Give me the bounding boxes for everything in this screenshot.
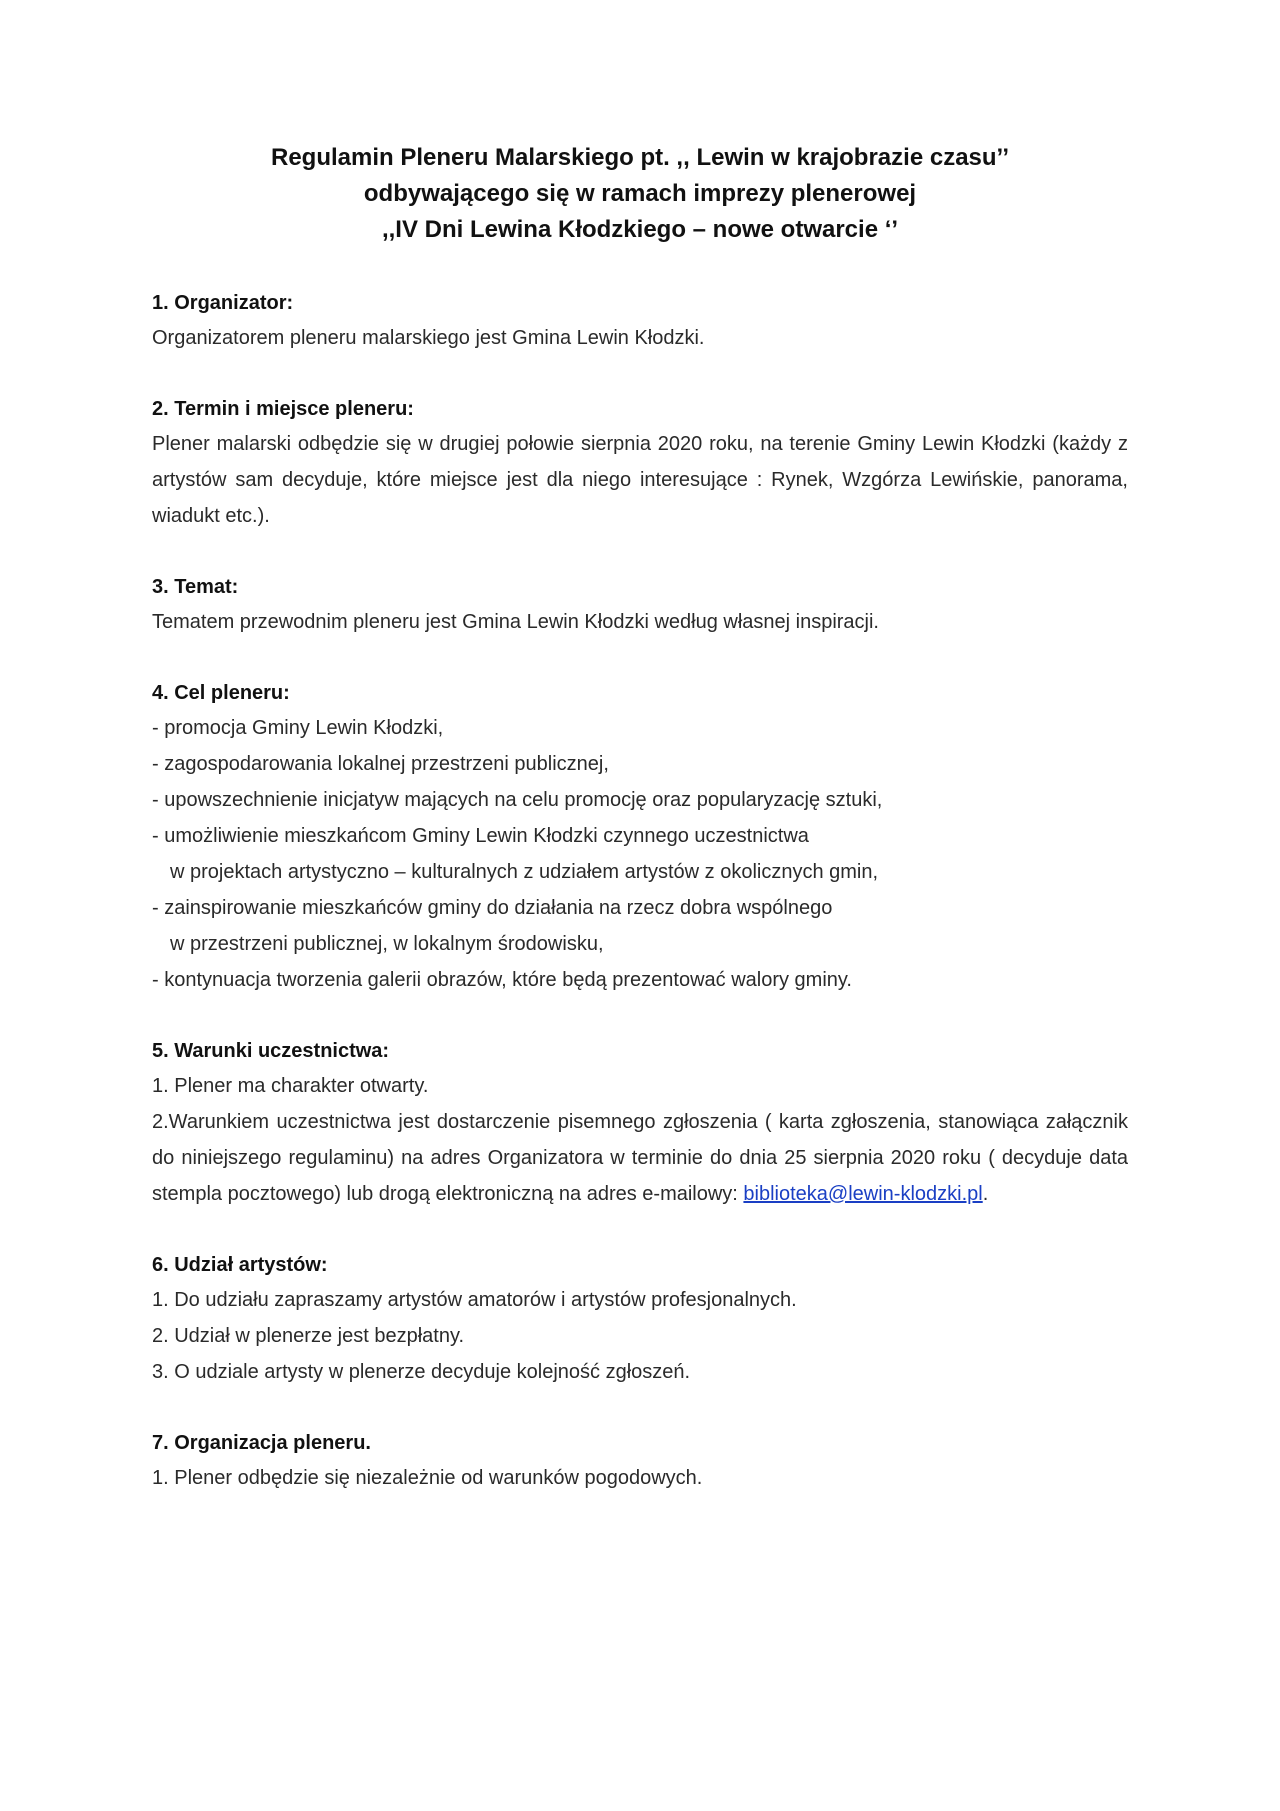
- list-item: 1. Do udziału zapraszamy artystów amatorów i artystów profesjonalnych.: [152, 1289, 797, 1311]
- section-participation: [152, 1034, 1128, 1212]
- section-heading: 7. Organizacja pleneru.: [152, 1432, 371, 1454]
- section-heading: 6. Udział artystów:: [152, 1254, 328, 1276]
- section-goals: [152, 676, 1128, 998]
- title-line-2: odbywającego się w ramach imprezy plenerowej: [363, 180, 917, 207]
- document-title: [152, 140, 1128, 248]
- list-item: 2. Udział w plenerze jest bezpłatny.: [152, 1325, 465, 1347]
- list-item: - zainspirowanie mieszkańców gminy do działania na rzecz dobra wspólnego: [152, 897, 833, 919]
- section-text: Plener malarski odbędzie się w drugiej połowie sierpnia 2020 roku, na terenie Gminy Lewin Kłodzki (każdy z artystów sam decyduje, które miejsce jest dla niego interesujące : Rynek, Wzgórza Lewińskie, panorama, wiadukt etc.).: [152, 433, 1128, 527]
- section-heading: 3. Temat:: [152, 576, 239, 598]
- section-text: Tematem przewodnim pleneru jest Gmina Lewin Kłodzki według własnej inspiracji.: [152, 611, 879, 633]
- section-organizer: [152, 286, 1128, 356]
- section-organization: [152, 1426, 1128, 1496]
- section-heading: 5. Warunki uczestnictwa:: [152, 1040, 390, 1062]
- list-item: w przestrzeni publicznej, w lokalnym środowisku,: [170, 933, 604, 955]
- section-theme: [152, 570, 1128, 640]
- list-item: - kontynuacja tworzenia galerii obrazów, które będą prezentować walory gminy.: [152, 969, 852, 991]
- section-heading: 2. Termin i miejsce pleneru:: [152, 398, 414, 420]
- list-item: - upowszechnienie inicjatyw mających na celu promocję oraz popularyzację sztuki,: [152, 789, 883, 811]
- list-item: - umożliwienie mieszkańcom Gminy Lewin Kłodzki czynnego uczestnictwa: [152, 825, 809, 847]
- email-link[interactable]: biblioteka@lewin-klodzki.pl: [743, 1183, 983, 1205]
- list-item-text: 2.Warunkiem uczestnictwa jest dostarczenie pisemnego zgłoszenia ( karta zgłoszenia, stanowiąca załącznik do niniejszego regulaminu) na adres Organizatora w terminie do dnia 25 sierpnia 2020 roku ( decyduje data stempla pocztowego) lub drogą elektroniczną na adres e-mailowy:: [152, 1111, 1128, 1205]
- list-item-end: .: [982, 1183, 989, 1205]
- list-item: 3. O udziale artysty w plenerze decyduje kolejność zgłoszeń.: [152, 1361, 691, 1383]
- section-date-place: [152, 392, 1128, 534]
- list-item: - zagospodarowania lokalnej przestrzeni publicznej,: [152, 753, 609, 775]
- title-line-3: ,,IV Dni Lewina Kłodzkiego – nowe otwarcie ‘’: [381, 216, 899, 243]
- list-item: 1. Plener odbędzie się niezależnie od warunków pogodowych.: [152, 1467, 703, 1489]
- list-item: - promocja Gminy Lewin Kłodzki,: [152, 717, 444, 739]
- section-heading: 1. Organizator:: [152, 292, 294, 314]
- section-artists: [152, 1248, 1128, 1390]
- list-item-with-email: [152, 1104, 1128, 1212]
- section-heading: 4. Cel pleneru:: [152, 682, 290, 704]
- list-item: 1. Plener ma charakter otwarty.: [152, 1075, 429, 1097]
- list-item: w projektach artystyczno – kulturalnych z udziałem artystów z okolicznych gmin,: [170, 861, 879, 883]
- section-text: Organizatorem pleneru malarskiego jest Gmina Lewin Kłodzki.: [152, 327, 705, 349]
- title-line-1: Regulamin Pleneru Malarskiego pt. ,, Lewin w krajobrazie czasu’’: [271, 144, 1009, 171]
